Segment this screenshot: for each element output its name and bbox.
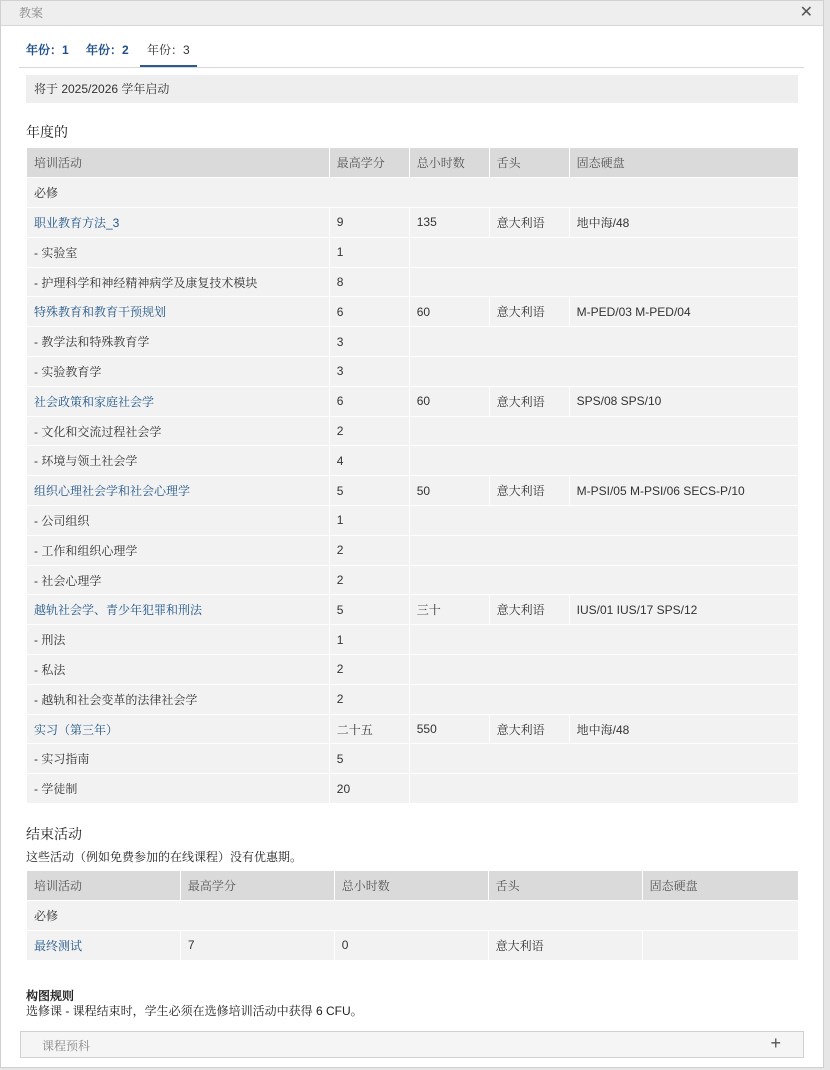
hours-cell: 135 <box>409 208 489 238</box>
module-row <box>27 327 799 357</box>
module-name: - 公司组织 <box>27 506 330 536</box>
module-row <box>27 267 799 297</box>
module-name: - 实习指南 <box>27 744 330 774</box>
ssd-cell: 地中海/48 <box>569 714 798 744</box>
module-name: - 工作和组织心理学 <box>27 535 330 565</box>
credits-cell: 5 <box>329 595 409 625</box>
course-row <box>27 297 799 327</box>
activity-link[interactable]: 最终测试 <box>27 931 181 961</box>
table-row <box>27 931 799 961</box>
col-header-activity: 培训活动 <box>27 871 181 901</box>
hours-cell: 50 <box>409 476 489 506</box>
module-row <box>27 535 799 565</box>
group-label: 必修 <box>27 178 799 208</box>
hours-cell: 550 <box>409 714 489 744</box>
course-row <box>27 714 799 744</box>
module-row <box>27 446 799 476</box>
dialog-title: 教案 <box>19 6 44 20</box>
credits-cell: 2 <box>329 655 409 685</box>
close-icon[interactable]: ✕ <box>799 4 813 21</box>
module-row <box>27 357 799 387</box>
credits-cell: 9 <box>329 208 409 238</box>
col-header-hours: 总小时数 <box>334 871 488 901</box>
empty-cell <box>409 535 798 565</box>
ssd-cell: SPS/08 SPS/10 <box>569 386 798 416</box>
credits-cell: 5 <box>329 476 409 506</box>
empty-cell <box>409 416 798 446</box>
prerequisites-label: 课程预科 <box>42 1039 91 1053</box>
empty-cell <box>409 237 798 267</box>
empty-cell <box>409 506 798 536</box>
module-name: - 社会心理学 <box>27 565 330 595</box>
ssd-cell: 地中海/48 <box>569 208 798 238</box>
module-name: - 教学法和特殊教育学 <box>27 327 330 357</box>
closing-heading: 结束活动 <box>26 826 82 842</box>
empty-cell <box>409 357 798 387</box>
group-row-mandatory <box>27 901 799 931</box>
credits-cell: 2 <box>329 416 409 446</box>
credits-cell: 4 <box>329 446 409 476</box>
closing-note: 这些活动（例如免费参加的在线课程）没有优惠期。 <box>26 850 303 864</box>
empty-cell <box>409 446 798 476</box>
hours-cell: 60 <box>409 297 489 327</box>
hours-cell: 0 <box>334 931 488 961</box>
module-name: - 学徒制 <box>27 774 330 804</box>
module-row <box>27 506 799 536</box>
hours-cell: 60 <box>409 386 489 416</box>
module-name: - 越轨和社会变革的法律社会学 <box>27 684 330 714</box>
module-row <box>27 744 799 774</box>
language-cell: 意大利语 <box>489 595 569 625</box>
credits-cell: 8 <box>329 267 409 297</box>
prerequisites-panel[interactable] <box>20 1031 804 1058</box>
activity-link[interactable]: 特殊教育和教育干预规划 <box>27 297 330 327</box>
empty-cell <box>409 774 798 804</box>
credits-cell: 1 <box>329 506 409 536</box>
annual-heading: 年度的 <box>26 124 68 140</box>
activity-link[interactable]: 实习（第三年） <box>27 714 330 744</box>
language-cell: 意大利语 <box>489 476 569 506</box>
course-row <box>27 208 799 238</box>
module-row <box>27 416 799 446</box>
credits-cell: 1 <box>329 237 409 267</box>
expand-plus-icon[interactable]: + <box>770 1033 781 1053</box>
credits-cell: 2 <box>329 684 409 714</box>
col-header-credits: 最高学分 <box>329 148 409 178</box>
credits-cell: 5 <box>329 744 409 774</box>
module-row <box>27 237 799 267</box>
module-row <box>27 684 799 714</box>
course-row <box>27 595 799 625</box>
empty-cell <box>409 655 798 685</box>
credits-cell: 7 <box>180 931 334 961</box>
dialog-titlebar <box>1 1 823 26</box>
col-header-ssd: 固态硬盘 <box>569 148 798 178</box>
ssd-cell: M-PSI/05 M-PSI/06 SECS-P/10 <box>569 476 798 506</box>
course-row <box>27 476 799 506</box>
rules-text: 选修课 - 课程结束时，学生必须在选修培训活动中获得 6 CFU。 <box>26 1004 363 1018</box>
tab-year-3[interactable]: 年份：3 <box>140 41 197 67</box>
module-name: - 刑法 <box>27 625 330 655</box>
empty-cell <box>409 267 798 297</box>
credits-cell: 2 <box>329 565 409 595</box>
empty-cell <box>409 744 798 774</box>
credits-cell: 3 <box>329 327 409 357</box>
credits-cell: 3 <box>329 357 409 387</box>
module-row <box>27 774 799 804</box>
table-header-row <box>27 148 799 178</box>
activity-link[interactable]: 越轨社会学、青少年犯罪和刑法 <box>27 595 330 625</box>
hours-cell: 三十 <box>409 595 489 625</box>
col-header-hours: 总小时数 <box>409 148 489 178</box>
rules-title: 构图规则 <box>26 989 75 1003</box>
col-header-language: 舌头 <box>488 871 642 901</box>
start-notice: 将于 2025/2026 学年启动 <box>26 75 798 103</box>
credits-cell: 20 <box>329 774 409 804</box>
course-row <box>27 386 799 416</box>
col-header-credits: 最高学分 <box>180 871 334 901</box>
group-row-mandatory <box>27 178 799 208</box>
credits-cell: 6 <box>329 386 409 416</box>
closing-activities-table <box>26 871 798 961</box>
tab-year-2[interactable]: 年份：2 <box>86 43 129 57</box>
activity-link[interactable]: 社会政策和家庭社会学 <box>27 386 330 416</box>
module-name: - 实验教育学 <box>27 357 330 387</box>
language-cell: 意大利语 <box>489 714 569 744</box>
module-name: - 私法 <box>27 655 330 685</box>
language-cell: 意大利语 <box>489 208 569 238</box>
module-name: - 实验室 <box>27 237 330 267</box>
module-name: - 文化和交流过程社会学 <box>27 416 330 446</box>
group-label: 必修 <box>27 901 799 931</box>
empty-cell <box>409 565 798 595</box>
credits-cell: 1 <box>329 625 409 655</box>
credits-cell: 二十五 <box>329 714 409 744</box>
year-tabs <box>19 37 804 68</box>
language-cell: 意大利语 <box>489 386 569 416</box>
empty-cell <box>409 327 798 357</box>
ssd-cell: M-PED/03 M-PED/04 <box>569 297 798 327</box>
table-header-row <box>27 871 799 901</box>
credits-cell: 6 <box>329 297 409 327</box>
col-header-activity: 培训活动 <box>27 148 330 178</box>
ssd-cell: IUS/01 IUS/17 SPS/12 <box>569 595 798 625</box>
ssd-cell <box>642 931 798 961</box>
module-row <box>27 565 799 595</box>
language-cell: 意大利语 <box>488 931 642 961</box>
activity-link[interactable]: 职业教育方法_3 <box>27 208 330 238</box>
col-header-language: 舌头 <box>489 148 569 178</box>
activity-link[interactable]: 组织心理社会学和社会心理学 <box>27 476 330 506</box>
module-name: - 护理科学和神经精神病学及康复技术模块 <box>27 267 330 297</box>
language-cell: 意大利语 <box>489 297 569 327</box>
tab-year-1[interactable]: 年份：1 <box>26 43 69 57</box>
credits-cell: 2 <box>329 535 409 565</box>
col-header-ssd: 固态硬盘 <box>642 871 798 901</box>
empty-cell <box>409 684 798 714</box>
empty-cell <box>409 625 798 655</box>
module-row <box>27 655 799 685</box>
annual-activities-table <box>26 148 798 804</box>
module-row <box>27 625 799 655</box>
module-name: - 环境与领土社会学 <box>27 446 330 476</box>
